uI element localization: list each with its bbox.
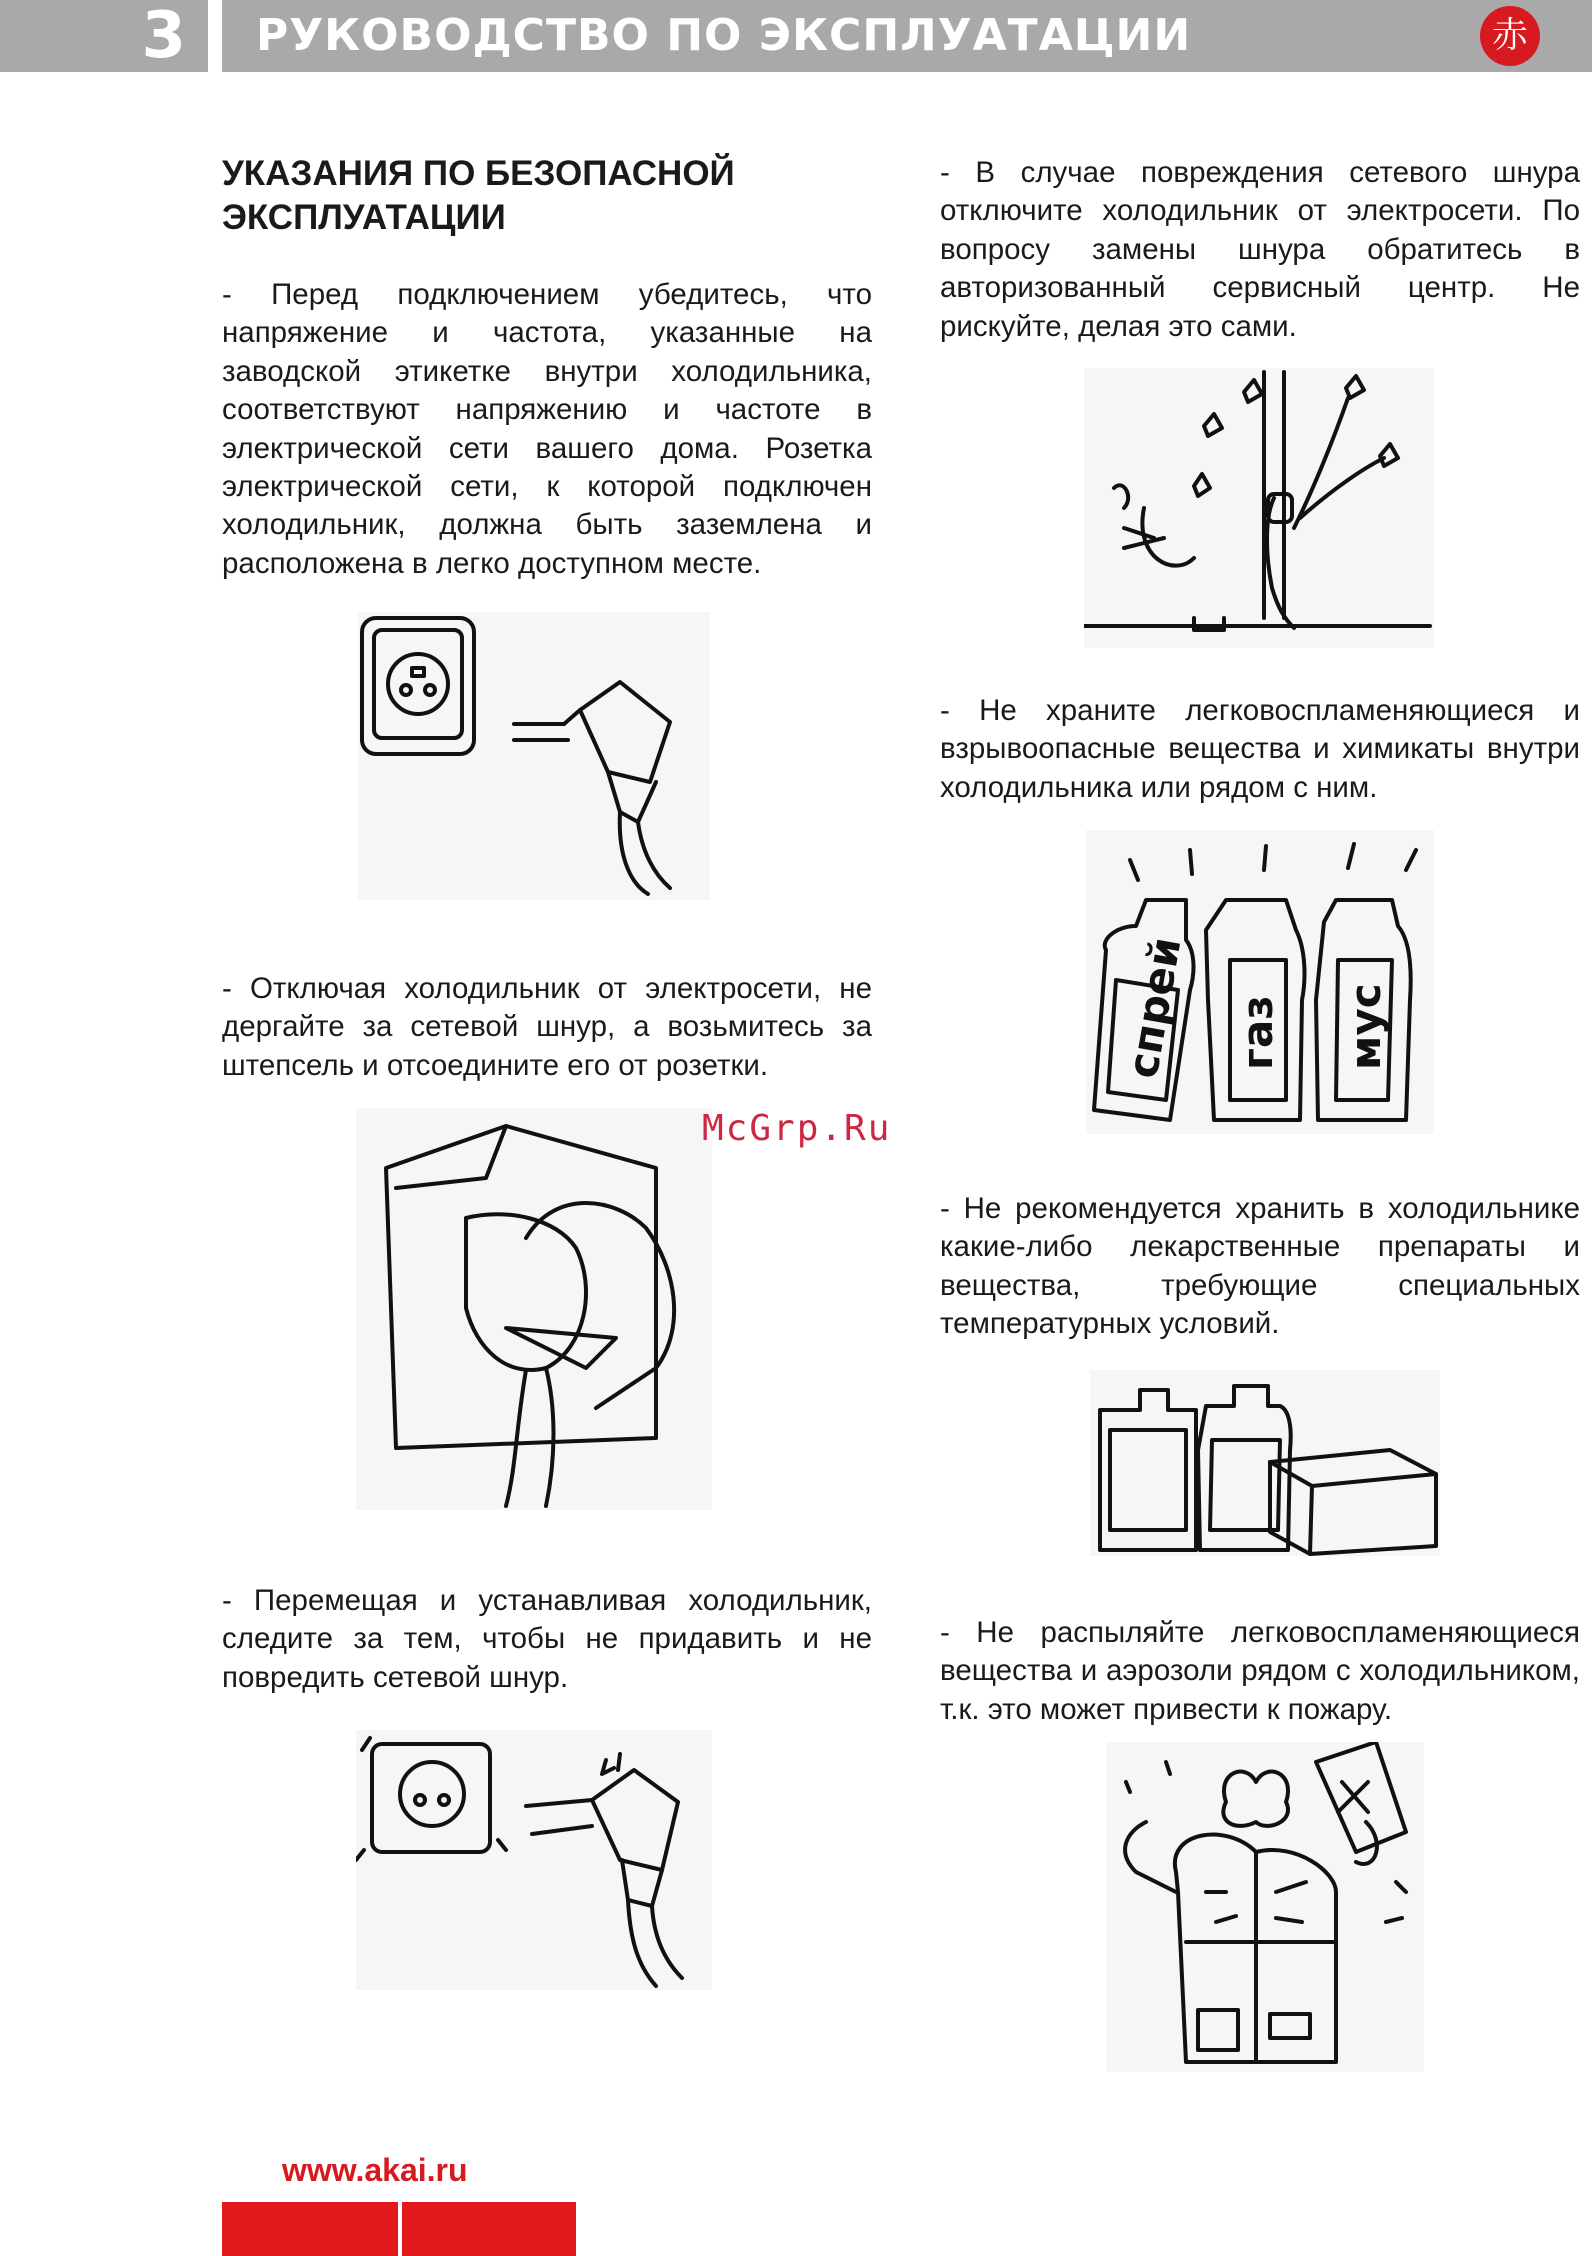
paragraph-unplug: - Отключая холодильник от электросети, не дергайте за сетевой шнур, а возьмитесь за штепсель и отсоедините его от розетки.	[222, 972, 872, 1082]
page-title: РУКОВОДСТВО ПО ЭКСПЛУАТАЦИИ	[222, 0, 1592, 72]
medicine-bottles-illustration	[1090, 1370, 1440, 1556]
paragraph-voltage-check: - Перед подключением убедитесь, что напряжение и частота, указанные на заводской этикетке внутри холодильника, соответствуют напряжению и частоте в электрической сети вашего дома. Розетка электрической сети, к которой подключен холодильник, должна быть заземлена и расположена в легко доступном месте.	[222, 278, 872, 580]
chem-label-spray: спрей	[1117, 933, 1191, 1082]
page-header	[0, 0, 1592, 72]
damaged-cord-illustration	[356, 1730, 712, 1990]
hand-unplugging-illustration	[356, 1108, 712, 1510]
chem-label-gas: газ	[1233, 995, 1282, 1070]
akai-logo-icon: 赤	[1480, 6, 1540, 66]
electric-shock-illustration	[1084, 368, 1434, 648]
section-heading	[222, 152, 872, 240]
flammable-substances-illustration	[1086, 830, 1434, 1134]
fridge-fire-illustration	[1106, 1742, 1424, 2072]
heading-line-2: ЭКСПЛУАТАЦИИ	[222, 198, 506, 237]
footer-website-link[interactable]: www.akai.ru	[282, 2152, 468, 2188]
paragraph-aerosols: - Не распыляйте легковоспламеняющиеся вещества и аэрозоли рядом с холодильником, т.к. это может привести к пожару.	[940, 1616, 1580, 1726]
paragraph-damaged-cord: - В случае повреждения сетевого шнура отключите холодильник от электросети. По вопросу замены шнура обратитесь в авторизованный сервисный центр. Не рискуйте, делая это сами.	[940, 156, 1580, 343]
chapter-number: 3	[0, 0, 208, 72]
watermark: McGrp.Ru	[702, 1108, 892, 1149]
heading-line-1: УКАЗАНИЯ ПО БЕЗОПАСНОЙ	[222, 154, 735, 193]
footer-red-block-left	[222, 2202, 398, 2256]
paragraph-flammable-storage: - Не храните легковоспламеняющиеся и взрывоопасные вещества и химикаты внутри холодильника или рядом с ним.	[940, 694, 1580, 804]
chem-label-mousse: мус	[1341, 983, 1390, 1070]
footer-red-block-right	[402, 2202, 576, 2256]
socket-and-plug-illustration	[358, 612, 710, 900]
paragraph-medicine-storage: - Не рекомендуется хранить в холодильнике какие-либо лекарственные препараты и вещества, требующие специальных температурных условий.	[940, 1192, 1580, 1341]
paragraph-cord-care: - Перемещая и устанавливая холодильник, следите за тем, чтобы не придавить и не повредить сетевой шнур.	[222, 1584, 872, 1694]
